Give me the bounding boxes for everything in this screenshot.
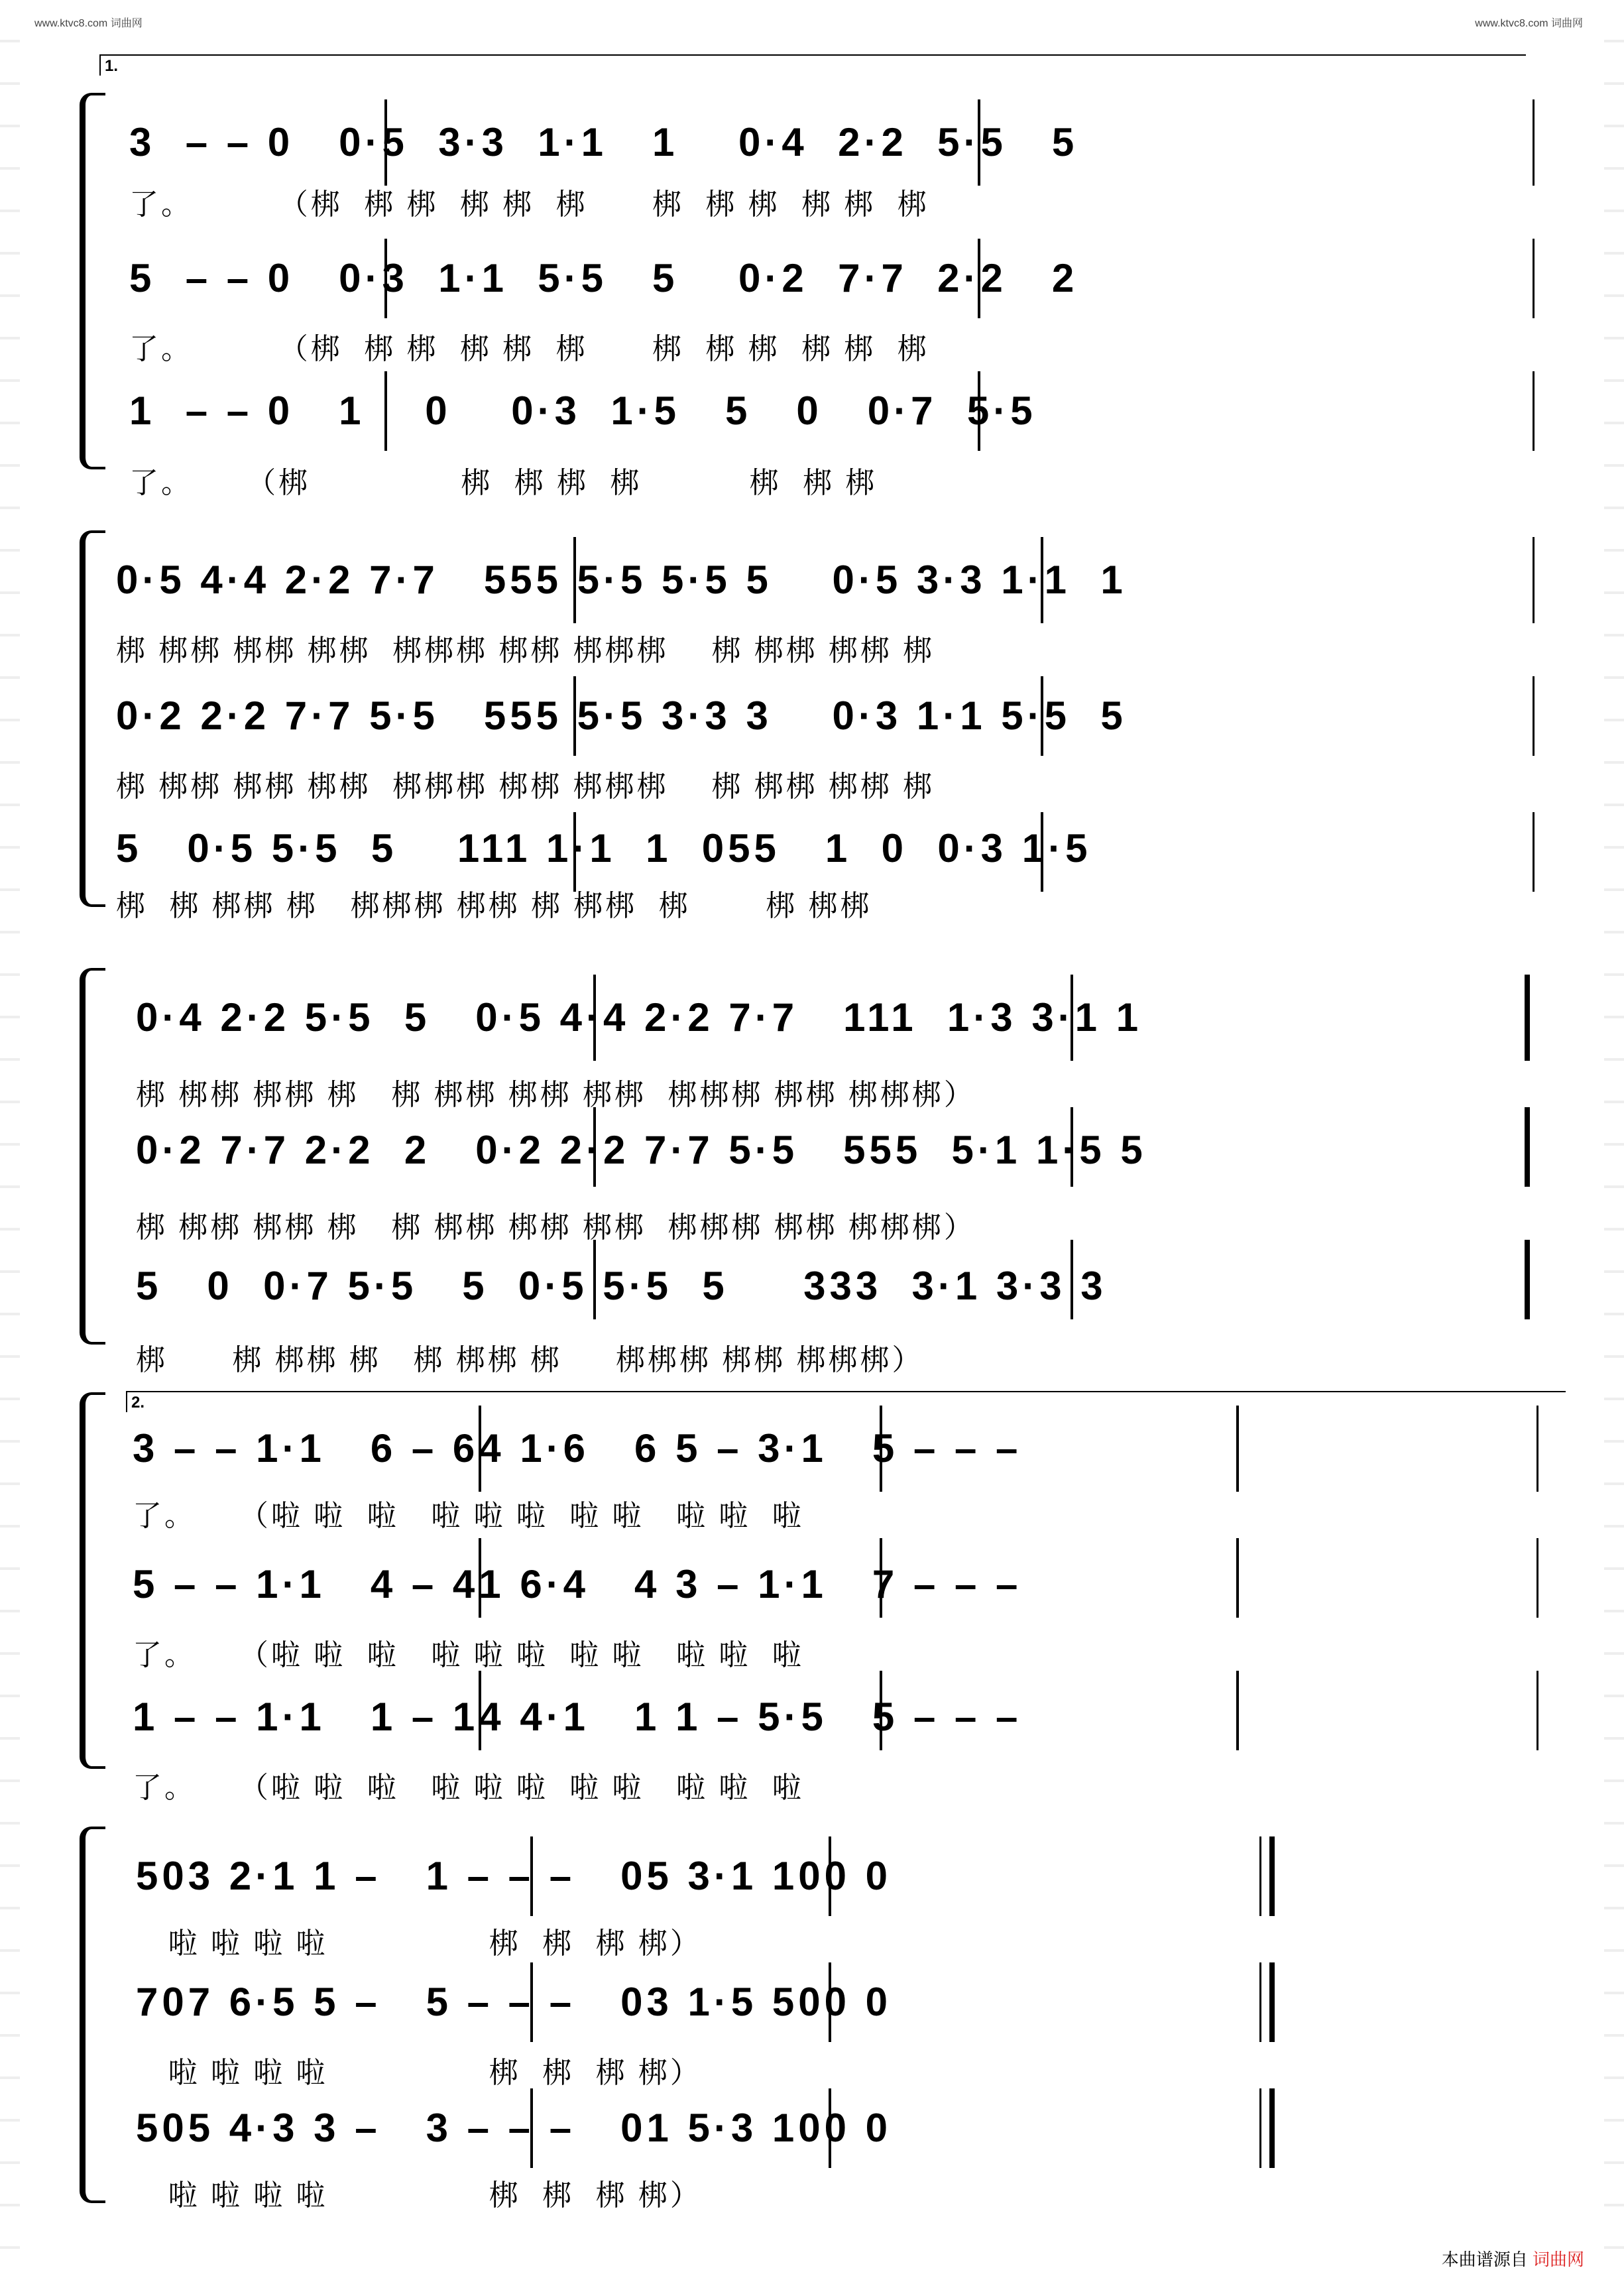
system-brace — [80, 1392, 105, 1769]
final-barline-thin — [1259, 2088, 1261, 2168]
lyrics-voice-1: 了。 （啦 啦 啦 啦 啦 啦 啦 啦 啦 啦 啦 — [133, 1500, 804, 1532]
barline — [1236, 1538, 1239, 1618]
barline — [1537, 1538, 1538, 1618]
notes-voice-3: 1 – – 0 1 0 0·3 1·5 5 0 0·7 5·5 — [129, 389, 1037, 433]
final-barline-thick — [1269, 1836, 1275, 1916]
footer-brand-link[interactable]: 词曲网 — [1532, 2250, 1584, 2269]
notes-voice-1: 0·5 4·4 2·2 7·7 555 5·5 5·5 5 0·5 3·3 1·1 1 — [116, 558, 1127, 602]
header-site: www.ktvc8.com 词曲网 — [34, 18, 143, 29]
lyrics-voice-3: 了。 （啦 啦 啦 啦 啦 啦 啦 啦 啦 啦 啦 — [133, 1772, 804, 1804]
lyrics-voice-2: 了。 （梆 梆 梆 梆 梆 梆 梆 梆 梆 梆 梆 梆 — [129, 333, 929, 365]
barline — [1533, 537, 1535, 623]
notes-voice-3: 5 0·5 5·5 5 111 1·1 1 055 1 0 0·3 1·5 — [116, 826, 1092, 871]
barline — [1533, 99, 1535, 186]
header-site-right: www.ktvc8.com 词曲网 — [1475, 18, 1583, 29]
lyrics-voice-3: 梆 梆 梆梆 梆 梆梆梆 梆梆 梆 梆梆 梆 梆 梆梆 — [116, 890, 872, 922]
lyrics-voice-2: 梆 梆梆 梆梆 梆 梆 梆梆 梆梆 梆梆 梆梆梆 梆梆 梆梆梆） — [136, 1211, 976, 1244]
lyrics-voice-3: 梆 梆 梆梆 梆 梆 梆梆 梆 梆梆梆 梆梆 梆梆梆） — [136, 1344, 924, 1376]
lyrics-voice-1: 了。 （梆 梆 梆 梆 梆 梆 梆 梆 梆 梆 梆 梆 — [129, 188, 929, 221]
repeat-barline — [1525, 1240, 1530, 1319]
notes-voice-2: 5 – – 1·1 4 – 41 6·4 4 3 – 1·1 7 – – – — [133, 1562, 1022, 1606]
barline — [1533, 371, 1535, 451]
notes-voice-2: 5 – – 0 0·3 1·1 5·5 5 0·2 7·7 2·2 2 — [129, 256, 1078, 300]
system-brace — [80, 968, 105, 1345]
volta-second-ending: 2. — [126, 1391, 1566, 1412]
lyrics-voice-3: 啦 啦 啦 啦 梆 梆 梆 梆） — [136, 2179, 702, 2212]
notes-voice-2: 707 6·5 5 – 5 – – – 03 1·5 500 0 — [136, 1980, 892, 2024]
barline — [1537, 1406, 1538, 1492]
lyrics-voice-2: 了。 （啦 啦 啦 啦 啦 啦 啦 啦 啦 啦 啦 — [133, 1639, 804, 1671]
lyrics-voice-1: 梆 梆梆 梆梆 梆梆 梆梆梆 梆梆 梆梆梆 梆 梆梆 梆梆 梆 — [116, 634, 935, 667]
barline — [1537, 1671, 1538, 1750]
lyrics-voice-1: 啦 啦 啦 啦 梆 梆 梆 梆） — [136, 1927, 702, 1960]
barline — [1533, 239, 1535, 318]
notes-voice-2: 0·2 7·7 2·2 2 0·2 2·2 7·7 5·5 555 5·1 1·5 5 — [136, 1128, 1147, 1172]
footer-credit — [1442, 2246, 1584, 2271]
repeat-barline — [1525, 1107, 1530, 1187]
final-barline-thick — [1269, 2088, 1275, 2168]
notes-voice-1: 3 – – 1·1 6 – 64 1·6 6 5 – 3·1 5 – – – — [133, 1426, 1022, 1471]
notes-voice-3: 505 4·3 3 – 3 – – – 01 5·3 100 0 — [136, 2106, 892, 2150]
right-margin-strip — [1604, 0, 1624, 2284]
final-barline-thin — [1259, 1836, 1261, 1916]
notes-voice-1: 0·4 2·2 5·5 5 0·5 4·4 2·2 7·7 111 1·3 3·1 1 — [136, 995, 1143, 1040]
volta-first-ending: 1. — [99, 54, 1526, 76]
notes-voice-3: 1 – – 1·1 1 – 14 4·1 1 1 – 5·5 5 – – – — [133, 1695, 1022, 1739]
lyrics-voice-1: 梆 梆梆 梆梆 梆 梆 梆梆 梆梆 梆梆 梆梆梆 梆梆 梆梆梆） — [136, 1079, 976, 1111]
lyrics-voice-2: 啦 啦 啦 啦 梆 梆 梆 梆） — [136, 2057, 702, 2089]
system-brace — [80, 93, 105, 469]
repeat-barline — [1525, 975, 1530, 1061]
notes-voice-1: 3 – – 0 0·5 3·3 1·1 1 0·4 2·2 5·5 5 — [129, 120, 1078, 164]
notes-voice-2: 0·2 2·2 7·7 5·5 555 5·5 3·3 3 0·3 1·1 5·5 5 — [116, 693, 1127, 738]
lyrics-voice-3: 了。 （梆 梆 梆 梆 梆 梆 梆 梆 — [129, 467, 878, 499]
notes-voice-3: 5 0 0·7 5·5 5 0·5 5·5 5 333 3·1 3·3 3 — [136, 1264, 1107, 1308]
barline — [1533, 812, 1535, 892]
system-brace — [80, 1827, 105, 2203]
left-margin-strip — [0, 0, 20, 2284]
barline — [1236, 1406, 1239, 1492]
notes-voice-1: 503 2·1 1 – 1 – – – 05 3·1 100 0 — [136, 1854, 892, 1898]
barline — [1533, 676, 1535, 756]
footer-text: 本曲谱源自 — [1441, 2250, 1528, 2269]
lyrics-voice-2: 梆 梆梆 梆梆 梆梆 梆梆梆 梆梆 梆梆梆 梆 梆梆 梆梆 梆 — [116, 770, 935, 803]
barline — [1236, 1671, 1239, 1750]
final-barline-thick — [1269, 1962, 1275, 2042]
system-brace — [80, 530, 105, 907]
final-barline-thin — [1259, 1962, 1261, 2042]
